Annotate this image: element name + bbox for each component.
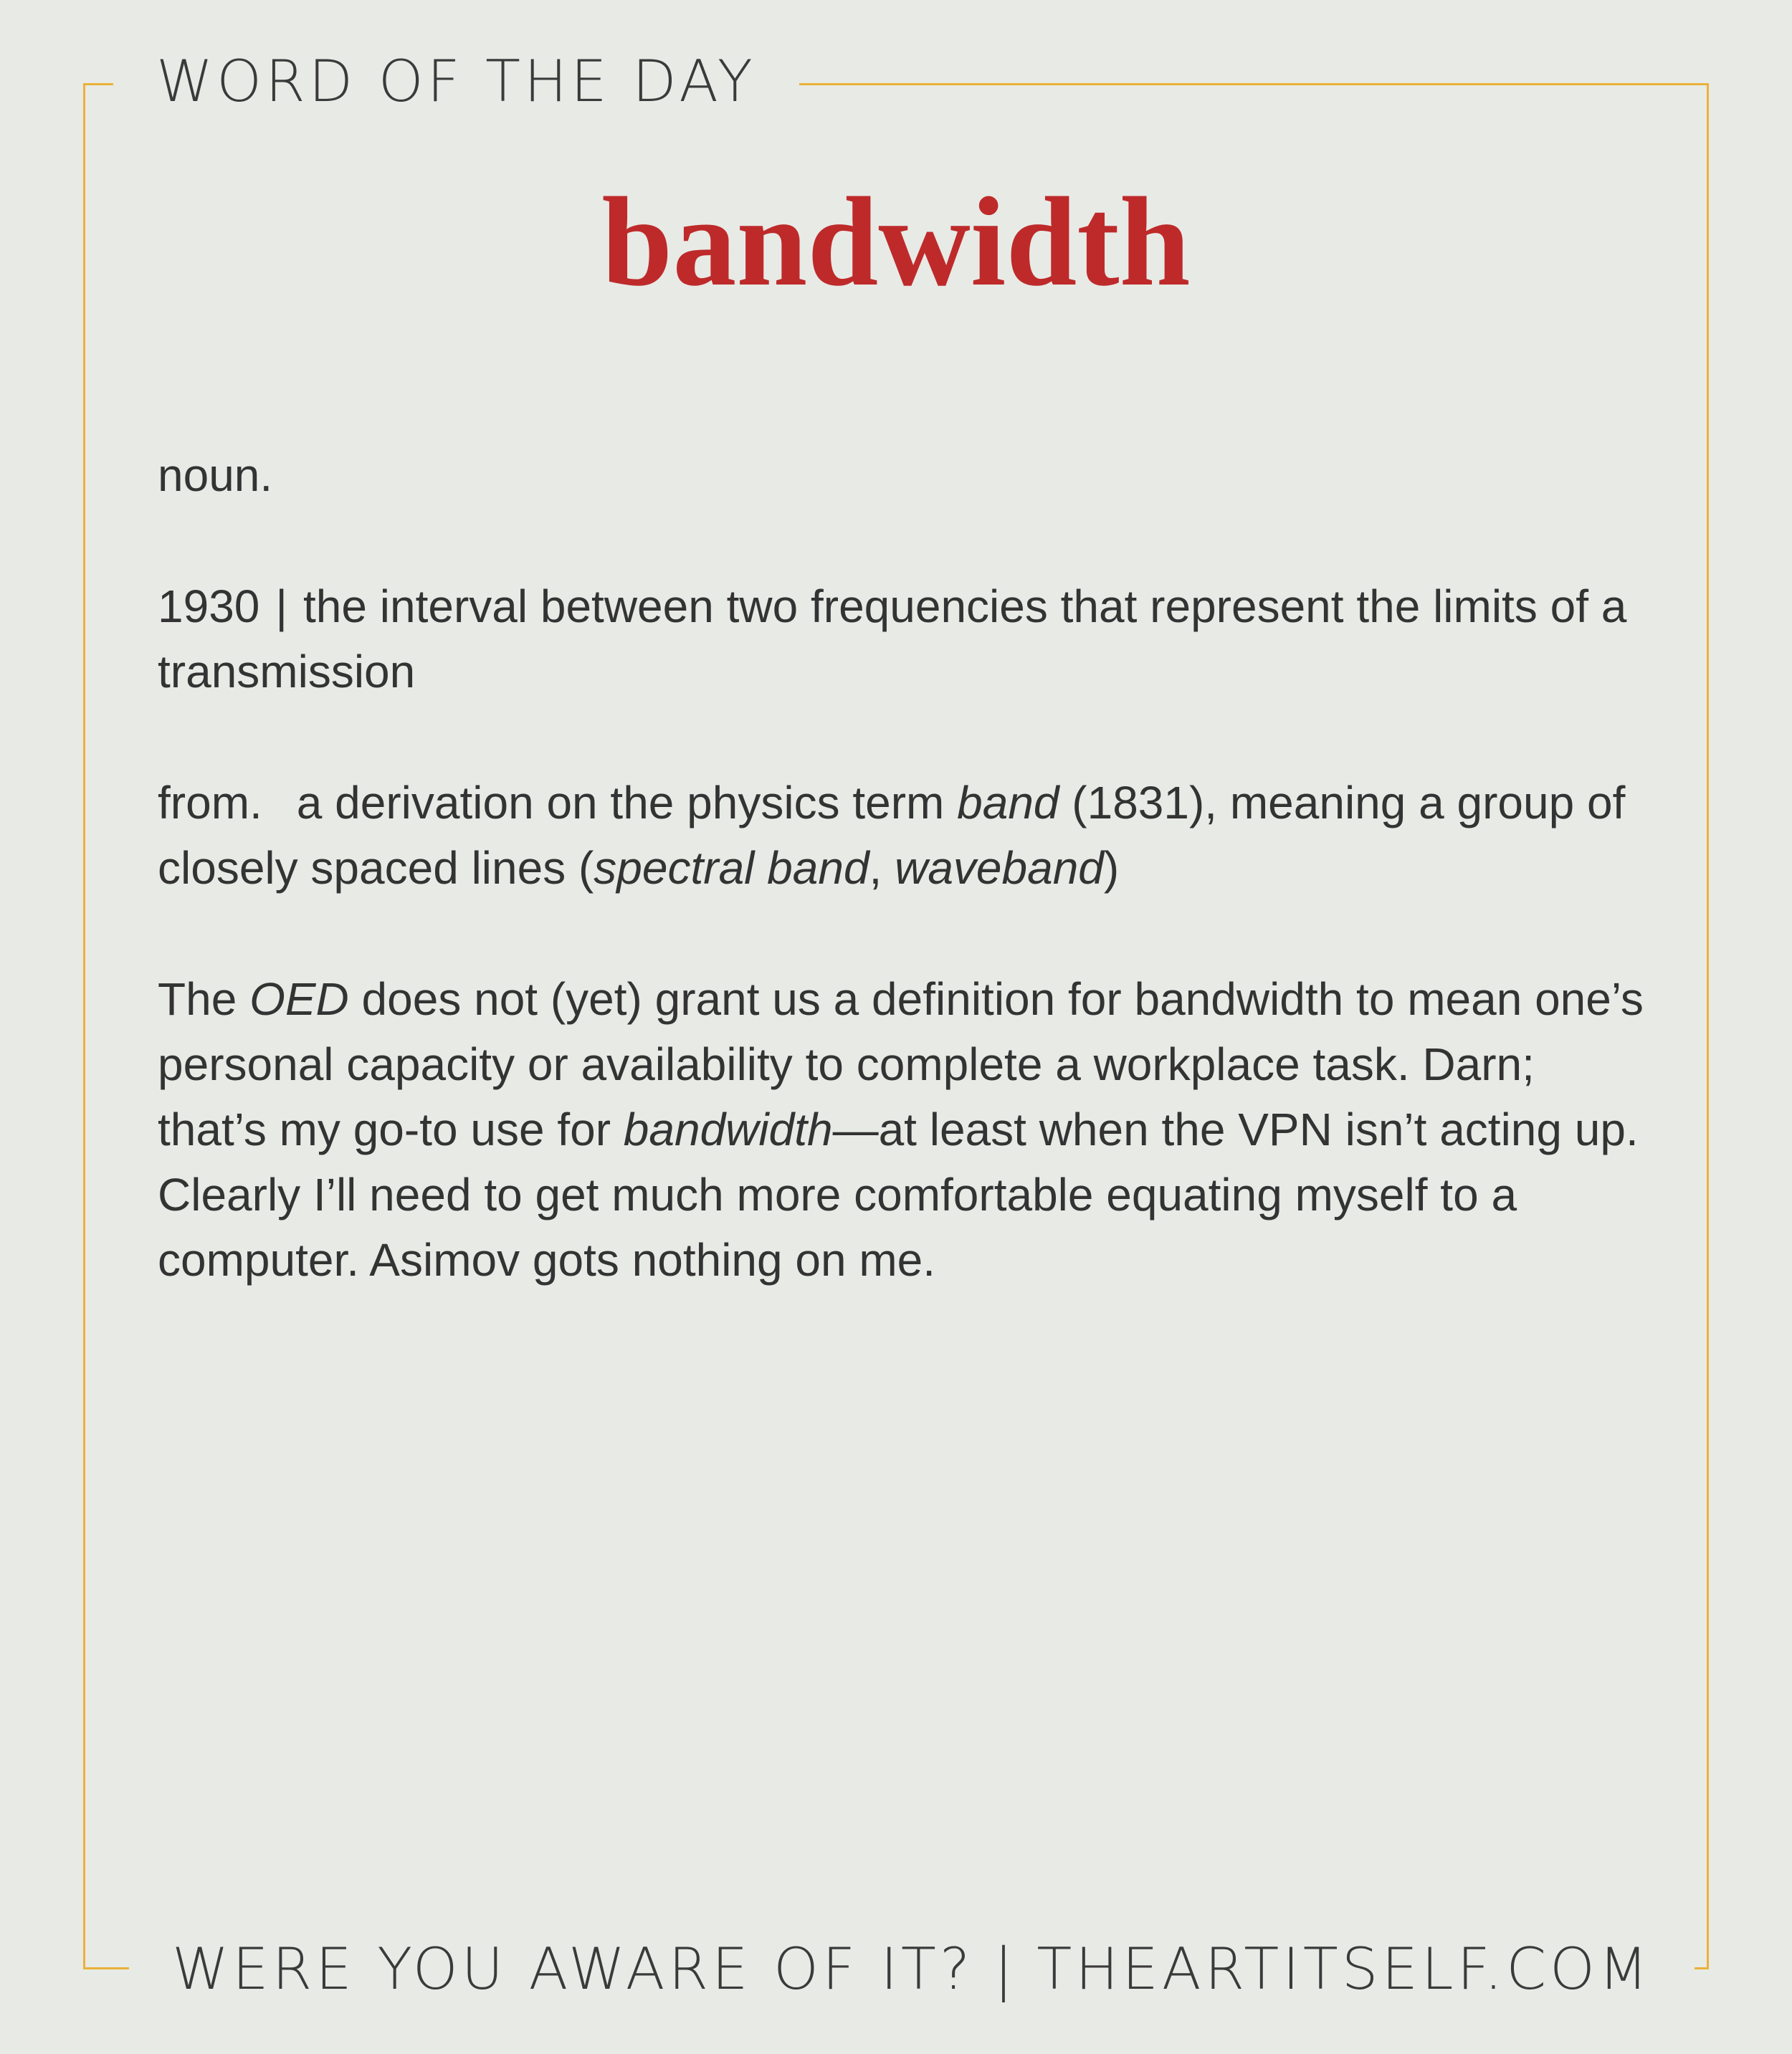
- etymology-paragraph: [158, 770, 1649, 901]
- commentary-paragraph: [158, 967, 1649, 1293]
- headword: bandwidth: [601, 171, 1191, 312]
- footer-question: WERE YOU AWARE OF IT?: [172, 1936, 974, 2002]
- footer-separator: |: [993, 1936, 1017, 2002]
- footer-label: [129, 1924, 1695, 2015]
- commentary-text: —at least when the VPN isn’t acting up. Clearly I’ll need to get much more comfortable equating myself to a computer. Asimov gots nothing on me.: [158, 1104, 1639, 1286]
- commentary-text: does not (yet) grant us a definition for bandwidth to mean one’s personal capacity or availability to complete a workplace task. Darn; that’s my go-to use for: [158, 973, 1644, 1155]
- year-separator: |: [275, 581, 287, 632]
- etymology-example: spectral band: [594, 842, 869, 894]
- etymology-text: a derivation on the physics term: [296, 777, 958, 828]
- from-label: from.: [158, 777, 262, 828]
- entry-content: [158, 443, 1649, 1359]
- etymology-text: ,: [869, 842, 895, 894]
- definition: the interval between two frequencies that represent the limits of a transmission: [158, 581, 1627, 697]
- oed-abbreviation: OED: [249, 973, 349, 1025]
- footer-site-link[interactable]: THEARTITSELF.COM: [1036, 1936, 1652, 2002]
- etymology-text: ): [1103, 842, 1120, 894]
- etymology-example: waveband: [895, 842, 1104, 894]
- commentary-word: bandwidth: [623, 1104, 833, 1155]
- part-of-speech: noun.: [158, 449, 273, 501]
- definition-paragraph: [158, 574, 1649, 704]
- etymology-text: (1831), meaning a group of closely spaced lines (: [158, 777, 1626, 894]
- year: 1930: [158, 581, 260, 632]
- etymology-term: band: [957, 777, 1059, 828]
- commentary-text: The: [158, 973, 250, 1025]
- header-label: WORD OF THE DAY: [113, 36, 799, 128]
